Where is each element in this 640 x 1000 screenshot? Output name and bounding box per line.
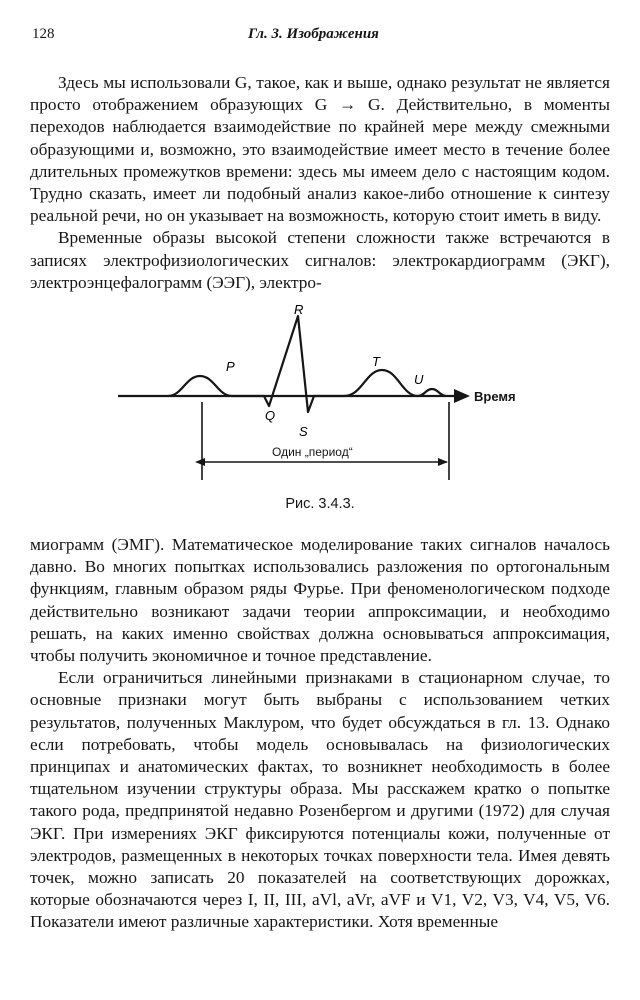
text-block-bottom	[30, 534, 610, 934]
label-t: T	[372, 354, 380, 370]
text-block-top	[30, 72, 610, 294]
label-q: Q	[265, 408, 276, 424]
paragraph: Временные образы высокой степени сложности также встречаются в записях электрофизиологических сигналов: электрокардиограмм (ЭКГ), электроэнцефалограмм (ЭЭГ), электро-	[30, 228, 610, 292]
ecg-diagram	[118, 300, 538, 490]
label-p: P	[226, 359, 235, 375]
label-s: S	[299, 424, 308, 440]
ecg-figure	[30, 300, 610, 532]
paragraph: миограмм (ЭМГ). Математическое моделирование таких сигналов началось давно. Во многих попытках использовались разложения по ортогональным функциям, главным образом ряды Фурье. При феноменологическом подходе действительно возникают задачи теории аппроксимации, и необходимо решать, на каких именно свойствах должна основываться аппроксимация, чтобы получить экономичное и точное представление.	[30, 535, 610, 666]
paragraph: Если ограничиться линейными признаками в стационарном случае, то основные признаки могут быть выбраны с использованием четких результатов, полученных Маклуром, что будет обсуждаться в гл. 13. Однако если потребовать, чтобы модель основывалась на физиологических принципах и анатомических фактах, то возникнет необходимость в более тщательном изучении структуры образа. Мы расскажем кратко о попытке такого рода, предпринятой недавно Розенбергом и другими (1972) для случая ЭКГ. При измерениях ЭКГ фиксируются потенциалы кожи, полученные от электродов, размещенных в некоторых точках поверхности тела. Имея девять точек, можно записать 20 показателей на соответствующих дорожках, которые обозначаются через I, II, III, aVl, aVr, aVF и V1, V2, V3, V4, V5, V6. Показатели имеют различные характеристики. Хотя временные	[30, 668, 610, 932]
ecg-waveform	[168, 316, 446, 412]
book-page	[30, 22, 610, 934]
label-r: R	[294, 302, 304, 318]
axis-arrow-icon	[454, 389, 470, 403]
paragraph: Здесь мы использовали G, такое, как и выше, однако результат не является просто отображением образующих G → G. Действительно, в моменты переходов наблюдается взаимодействие по крайней мере между смежными образующими и, возможно, это взаимодействие имеет место в течение более длительных промежутков времени: здесь мы имеем дело с настоящим кодом. Трудно сказать, имеет ли подобный анализ какое-либо отношение к синтезу реальной речи, но он указывает на возможность, которую стоит иметь в виду.	[30, 73, 610, 226]
running-title: Гл. 3. Изображения	[248, 26, 379, 42]
axis-label: Время	[474, 389, 516, 405]
period-label: Один „период“	[272, 445, 353, 460]
label-u: U	[414, 372, 424, 388]
figure-caption: Рис. 3.4.3.	[285, 496, 355, 513]
page-header	[30, 22, 610, 46]
page-number: 128	[32, 26, 55, 42]
